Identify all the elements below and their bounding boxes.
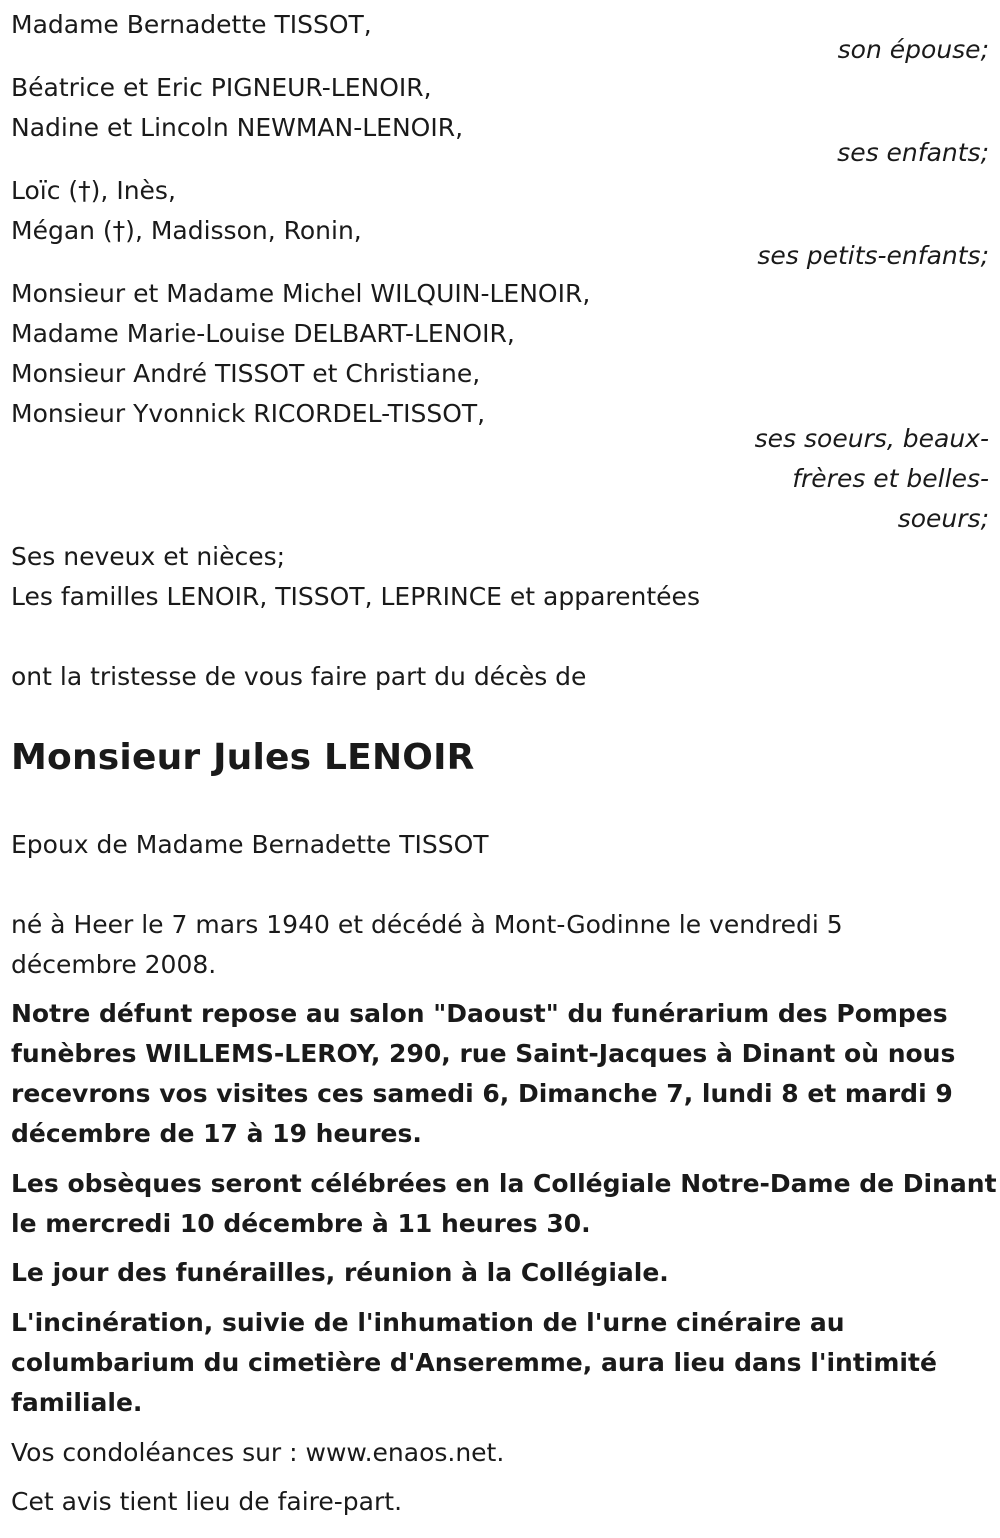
child-name: Nadine et Lincoln NEWMAN-LENOIR,	[11, 113, 464, 142]
visitation-text: décembre de 17 à 19 heures.	[11, 1119, 422, 1148]
other-relatives: Les familles LENOIR, TISSOT, LEPRINCE et apparentées	[11, 582, 700, 611]
cremation-text: L'incinération, suivie de l'inhumation de l'urne cinéraire au	[11, 1308, 845, 1337]
deceased-name: Monsieur Jules LENOIR	[11, 737, 475, 778]
birth-death-text: décembre 2008.	[11, 950, 217, 979]
funeral-text: le mercredi 10 décembre à 11 heures 30.	[11, 1209, 591, 1238]
siblings-relation: soeurs;	[897, 504, 989, 533]
sibling-name: Monsieur Yvonnick RICORDEL-TISSOT,	[11, 399, 486, 428]
cremation-text: familiale.	[11, 1388, 143, 1417]
visitation-text: Notre défunt repose au salon "Daoust" du funérarium des Pompes	[11, 999, 948, 1028]
visitation-text: funèbres WILLEMS-LEROY, 290, rue Saint-Jacques à Dinant où nous	[11, 1039, 956, 1068]
grandchildren-relation: ses petits-enfants;	[757, 241, 989, 270]
siblings-relation: ses soeurs, beaux-	[754, 424, 989, 453]
other-relatives: Ses neveux et nièces;	[11, 542, 286, 571]
children-relation: ses enfants;	[837, 138, 989, 167]
spouse-relation: son épouse;	[837, 35, 989, 64]
siblings-relation: frères et belles-	[792, 464, 989, 493]
child-name: Béatrice et Eric PIGNEUR-LENOIR,	[11, 73, 432, 102]
sibling-name: Monsieur et Madame Michel WILQUIN-LENOIR,	[11, 279, 591, 308]
condolences-text: Vos condoléances sur : www.enaos.net.	[11, 1438, 505, 1467]
announcement-text: ont la tristesse de vous faire part du décès de	[11, 662, 587, 691]
cremation-text: columbarium du cimetière d'Anseremme, aura lieu dans l'intimité	[11, 1348, 937, 1377]
sibling-name: Madame Marie-Louise DELBART-LENOIR,	[11, 319, 515, 348]
birth-death-text: né à Heer le 7 mars 1940 et décédé à Mont-Godinne le vendredi 5	[11, 910, 843, 939]
spouse-name: Madame Bernadette TISSOT,	[11, 10, 372, 39]
funeral-text: Les obsèques seront célébrées en la Collégiale Notre-Dame de Dinant	[11, 1169, 997, 1198]
grandchild-name: Mégan (†), Madisson, Ronin,	[11, 216, 362, 245]
meeting-text: Le jour des funérailles, réunion à la Collégiale.	[11, 1258, 669, 1287]
spouse-of-text: Epoux de Madame Bernadette TISSOT	[11, 830, 489, 859]
visitation-text: recevrons vos visites ces samedi 6, Dimanche 7, lundi 8 et mardi 9	[11, 1079, 953, 1108]
notice-text: Cet avis tient lieu de faire-part.	[11, 1487, 403, 1516]
grandchild-name: Loïc (†), Inès,	[11, 176, 176, 205]
sibling-name: Monsieur André TISSOT et Christiane,	[11, 359, 481, 388]
